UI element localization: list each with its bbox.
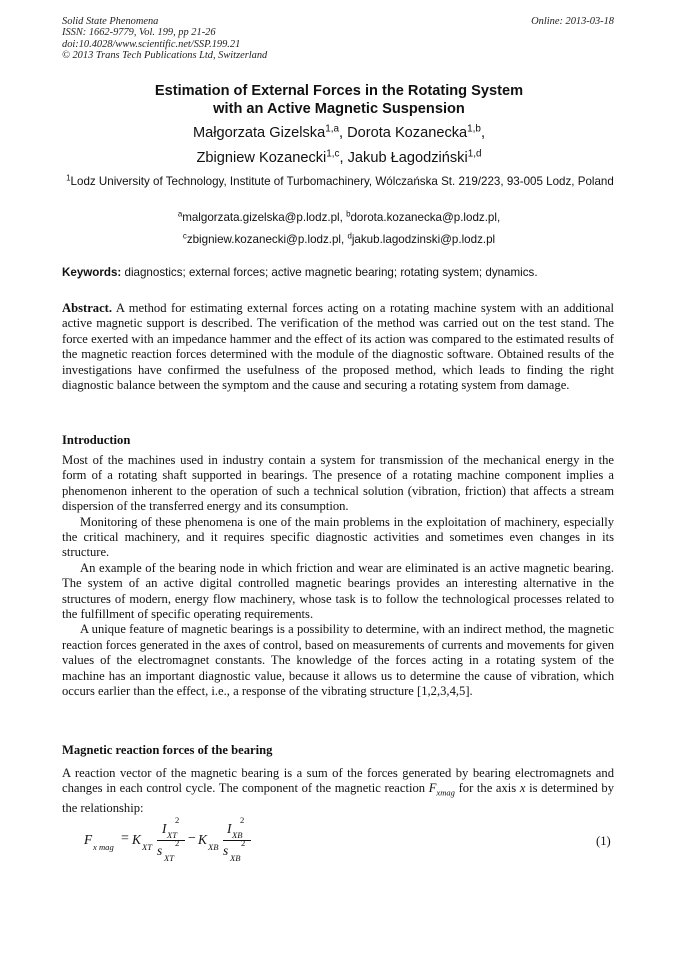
affiliation (62, 174, 618, 191)
author-affil-mark: 1,b (467, 123, 481, 135)
eq-subscript: XB (208, 842, 219, 852)
eq-operator: − (188, 831, 196, 846)
eq-symbol: I (227, 821, 232, 836)
eq-symbol: F (84, 832, 93, 847)
author-name: Jakub Łagodziński (347, 150, 468, 166)
eq-symbol: K (132, 832, 141, 847)
equation-1 (84, 815, 344, 870)
eq-subscript: XB (232, 830, 243, 840)
author-line-2 (0, 146, 678, 171)
journal-issn: ISSN: 1662-9779, Vol. 199, pp 21-26 (62, 27, 216, 39)
eq-symbol: I (162, 821, 167, 836)
journal-name: Solid State Phenomena (62, 16, 159, 27)
eq-symbol: K (198, 832, 207, 847)
math-var: x (519, 781, 526, 796)
fraction-bar (157, 840, 185, 841)
paragraph: An example of the bearing node in which friction and wear are eliminated is an active magnetic bearing. The system of an active digital controlled magnetic bearings provides an interesting alternative in the structures of modern, energy flow machinery, whose task is to follow the technological processes related to the fulfillment of specific operating requirements. (62, 560, 614, 622)
author-separator: , (339, 150, 348, 166)
author-name: Zbigniew Kozanecki (196, 150, 327, 166)
paper-title (0, 82, 678, 118)
author-emails (0, 207, 678, 251)
eq-operator: = (121, 831, 129, 846)
eq-superscript: 2 (175, 838, 180, 848)
email-mark: a (177, 209, 183, 219)
author-affil-mark: 1,c (326, 148, 340, 160)
email-mark: d (347, 231, 352, 241)
abstract-label: Abstract. (62, 301, 113, 315)
abstract (62, 301, 614, 393)
title-line-1: Estimation of External Forces in the Rotating System (154, 83, 524, 99)
paragraph-text: A reaction vector of the magnetic bearing is a sum of the forces generated by bearing electromagnets and changes in each control cycle. The component of the magnetic reaction (62, 766, 614, 796)
equation-number: (1) (596, 834, 611, 848)
email-mark: c (182, 231, 187, 241)
keywords-text: diagnostics; external forces; active magnetic bearing; rotating system; dynamics. (121, 266, 538, 279)
section-heading-magnetic: Magnetic reaction forces of the bearing (62, 743, 273, 757)
keywords (62, 266, 618, 280)
journal-header (62, 16, 267, 62)
author-name: Dorota Kozanecka (347, 125, 468, 141)
fraction-bar (223, 840, 251, 841)
eq-superscript: 2 (175, 815, 180, 825)
email-line-2 (0, 229, 678, 251)
title-line-2: with an Active Magnetic Suspension (213, 101, 465, 117)
abstract-text: A method for estimating external forces acting on a rotating machine system with an additional active magnetic support is described. The verification of the method was carried out on the test stand. The force exerted with an impedance hammer and the effect of its action was compared to the estimated results of the magnetic reaction forces determined with the module of the diagnostic software. Obtained results of the investigations have confirmed the usefulness of the proposed method, which leads to finding the right diagnostic balance between the symptom and the cause and securing a rotating system from damage. (62, 301, 614, 393)
keywords-label: Keywords: (62, 266, 122, 279)
eq-superscript: 2 (241, 838, 246, 848)
eq-symbol: s (157, 843, 163, 858)
author-separator: , (480, 125, 486, 141)
math-var: F (428, 781, 437, 796)
paragraph: A unique feature of magnetic bearings is a possibility to determine, with an indirect method, the magnetic reaction forces generated in the axes of control, based on measurements of currents and movements for given values of the electromagnet constants. The knowledge of the forces acting in a rotating system of the machine has an important diagnostic value, because it allows us to determine the cause of vibration, which occurs earlier than the effect, i.e., a response of the vibrating structure [1,2,3,4,5]. (62, 622, 614, 699)
author-line-1 (0, 121, 678, 146)
eq-subscript: XB (230, 853, 241, 863)
paragraph-text: is determined by the relationship: (62, 781, 614, 816)
author-affil-mark: 1,d (467, 148, 482, 160)
email-link[interactable]: dorota.kozanecka@p.lodz.pl, (350, 211, 501, 224)
math-sub: xmag (436, 787, 455, 798)
email-line-1 (0, 207, 678, 229)
affiliation-text: Lodz University of Technology, Institute of Turbomachinery, Wólczańska St. 219/223, 93-005 Lodz, Poland (70, 175, 614, 188)
introduction-body (62, 453, 614, 700)
email-link[interactable]: jakub.lagodzinski@p.lodz.pl (351, 233, 496, 246)
eq-subscript: XT (167, 830, 178, 840)
journal-copyright: © 2013 Trans Tech Publications Ltd, Switzerland (62, 50, 268, 62)
eq-superscript: 2 (240, 815, 245, 825)
eq-subscript: XT (164, 853, 175, 863)
email-mark: b (346, 209, 351, 219)
magnetic-section-body (62, 766, 614, 817)
author-name: Małgorzata Gizelska (192, 125, 326, 141)
author-list (0, 121, 678, 171)
eq-symbol: s (223, 843, 229, 858)
paragraph: Monitoring of these phenomena is one of the main problems in the exploitation of machinery, especially the critical machinery, and it requires specific diagnostic activities and sometimes even changes in its structure. (62, 514, 614, 560)
author-affil-mark: 1,a (325, 123, 339, 135)
author-separator: , (338, 125, 348, 141)
paragraph: Most of the machines used in industry contain a system for transmission of the mechanical energy in the form of a rotating shaft supported in bearings. The presence of a rotating machine component implies a phenomenon inherent to the operation of such a technical solution (vibration, friction) that affects a stream dispersion of the transferred energy and its consumption. (62, 453, 614, 514)
online-date: Online: 2013-03-18 (531, 16, 614, 27)
email-link[interactable]: malgorzata.gizelska@p.lodz.pl, (182, 211, 343, 224)
eq-subscript: x mag (93, 842, 114, 852)
introduction-heading: Introduction (62, 433, 131, 447)
eq-subscript: XT (142, 842, 153, 852)
journal-doi: doi:10.4028/www.scientific.net/SSP.199.21 (62, 38, 241, 50)
paragraph-text: for the axis (454, 781, 520, 796)
affiliation-mark: 1 (66, 173, 71, 183)
email-link[interactable]: zbigniew.kozanecki@p.lodz.pl, (186, 233, 345, 246)
